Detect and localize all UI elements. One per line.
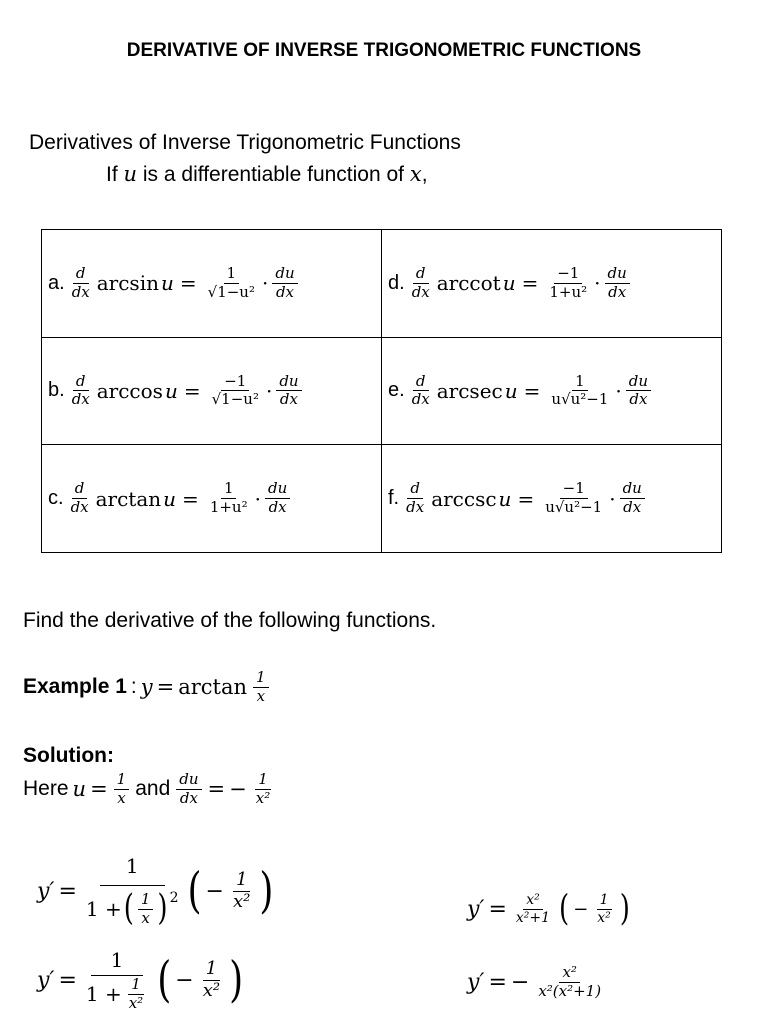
d-dx: $\frac{d}{dx}$ (70, 479, 89, 517)
intro-sentence (106, 162, 428, 187)
formula: b. $\frac{d}{dx}$ arccos u = $\frac{-1}{\text{√1−u²}}$ · $\frac{du}{dx}$ (48, 374, 381, 409)
du-dx: $\frac{du}{dx}$ (276, 374, 301, 409)
d-dx: $\frac{d}{dx}$ (411, 371, 430, 409)
example-eq: = (156, 675, 175, 700)
example-1 (23, 670, 271, 705)
formula-label: f. (388, 487, 400, 510)
d-dx: $\frac{d}{dx}$ (411, 264, 430, 301)
solution-step-2: y′ = 1 1 + $\frac{1}{\text{x²}}$ ( − $\frac{1}{\text{x²}}$ ) (37, 948, 244, 1012)
step2-main-fraction: 1 1 + $\frac{1}{\text{x²}}$ (85, 948, 144, 1012)
formula-cell (42, 230, 382, 338)
intro-var-u: u (123, 162, 138, 186)
example-lhs: y (140, 675, 153, 700)
formula-coefficient: $\frac{-1}{\text{u√u²−1}}$ (545, 479, 603, 517)
formula-cell (382, 230, 722, 338)
and-text: and (135, 777, 171, 801)
here-text: Here (23, 777, 69, 801)
du-dx: $\frac{du}{dx}$ (620, 481, 645, 516)
formula-coefficient: $\frac{1}{\text{u√u²−1}}$ (551, 371, 609, 409)
formula-row (42, 337, 722, 445)
here-u: u (72, 777, 87, 802)
formula-cell (42, 445, 382, 553)
formula-coefficient: $\frac{-1}{\text{1+u²}}$ (549, 264, 588, 301)
solution-step-1: y′ = 1 1 + ( $\frac{1}{x}$ ) 2 ( − $\frac{1}{\text{x²}}$ ) (37, 854, 274, 929)
deriv-fraction: $\frac{1}{\text{x²}}$ (255, 770, 271, 807)
intro-prefix: If (106, 163, 118, 186)
intro-suffix: , (421, 163, 428, 186)
formula: a. $\frac{d}{dx}$ arcsin u = $\frac{1}{\text{√1−u²}}$ · $\frac{du}{dx}$ (48, 266, 381, 301)
d-dx: $\frac{d}{dx}$ (71, 264, 90, 301)
formula-func: arccos (96, 378, 163, 403)
formula-func: arcsec (436, 378, 503, 403)
du-dx: $\frac{du}{dx}$ (605, 266, 630, 301)
example-label: Example 1 (23, 675, 127, 699)
formula-func: arcsin (96, 271, 159, 296)
formula-table (41, 229, 722, 553)
formula-label: d. (388, 271, 405, 294)
formula-func: arccot (436, 271, 501, 296)
formula-label: e. (388, 379, 405, 402)
formula-coefficient: $\frac{-1}{\text{√1−u²}}$ (211, 371, 259, 409)
solution-step-3: y′ = $\frac{\text{x²}}{\text{x²+1}}$ ( − $\frac{1}{\text{x²}}$ ) (467, 888, 630, 930)
formula-func: arctan (95, 486, 162, 511)
formula-cell (382, 337, 722, 445)
intro-mid: is a differentiable function of (142, 163, 405, 186)
formula-coefficient: $\frac{1}{\text{1+u²}}$ (209, 479, 248, 517)
formula-func: arccsc (431, 486, 497, 511)
formula-cell (382, 445, 722, 553)
formula-label: b. (48, 379, 65, 402)
intro-var-x: x (409, 162, 422, 186)
instruction-text: Find the derivative of the following functions. (23, 609, 437, 632)
example-func: arctan (178, 675, 248, 700)
formula: e. $\frac{d}{dx}$ arcsec u = $\frac{1}{\text{u√u²−1}}$ · $\frac{du}{dx}$ (388, 374, 721, 409)
example-colon: : (130, 675, 137, 699)
d-dx: $\frac{d}{dx}$ (71, 371, 90, 409)
formula: c. $\frac{d}{dx}$ arctan u = $\frac{1}{\text{1+u²}}$ · $\frac{du}{dx}$ (48, 481, 381, 516)
du-dx: $\frac{du}{dx}$ (626, 374, 651, 409)
formula: d. $\frac{d}{dx}$ arccot u = $\frac{-1}{\text{1+u²}}$ · $\frac{du}{dx}$ (388, 266, 721, 301)
du-dx: $\frac{du}{dx}$ (265, 481, 290, 516)
formula-label: c. (48, 487, 64, 510)
formula-cell (42, 337, 382, 445)
du-dx: $\frac{du}{dx}$ (272, 266, 297, 301)
d-dx: $\frac{d}{dx}$ (406, 479, 425, 517)
section-heading: Derivatives of Inverse Trigonometric Functions (29, 131, 461, 154)
formula-label: a. (48, 271, 65, 294)
page-title: DERIVATIVE OF INVERSE TRIGONOMETRIC FUNCTIONS (126, 40, 642, 61)
example-fraction: $\frac{1}{x}$ (253, 670, 269, 705)
solution-heading: Solution: (23, 744, 114, 767)
formula-row (42, 445, 722, 553)
formula: f. $\frac{d}{dx}$ arccsc u = $\frac{-1}{\text{u√u²−1}}$ · $\frac{du}{dx}$ (388, 481, 721, 516)
du-dx-fraction: $\frac{du}{dx}$ (176, 772, 201, 807)
formula-row (42, 230, 722, 338)
solution-setup: Here u = $\frac{1}{x}$ and $\frac{du}{dx}$ = − $\frac{1}{\text{x²}}$ (23, 772, 275, 807)
formula-coefficient: $\frac{1}{\text{√1−u²}}$ (207, 264, 255, 301)
solution-step-4: y′ = − $\frac{\text{x²}}{\text{x²(x²+1)}}$ (467, 963, 602, 1000)
u-fraction: $\frac{1}{x}$ (114, 772, 130, 807)
step1-main-fraction: 1 1 + ( $\frac{1}{x}$ ) 2 (85, 854, 179, 929)
